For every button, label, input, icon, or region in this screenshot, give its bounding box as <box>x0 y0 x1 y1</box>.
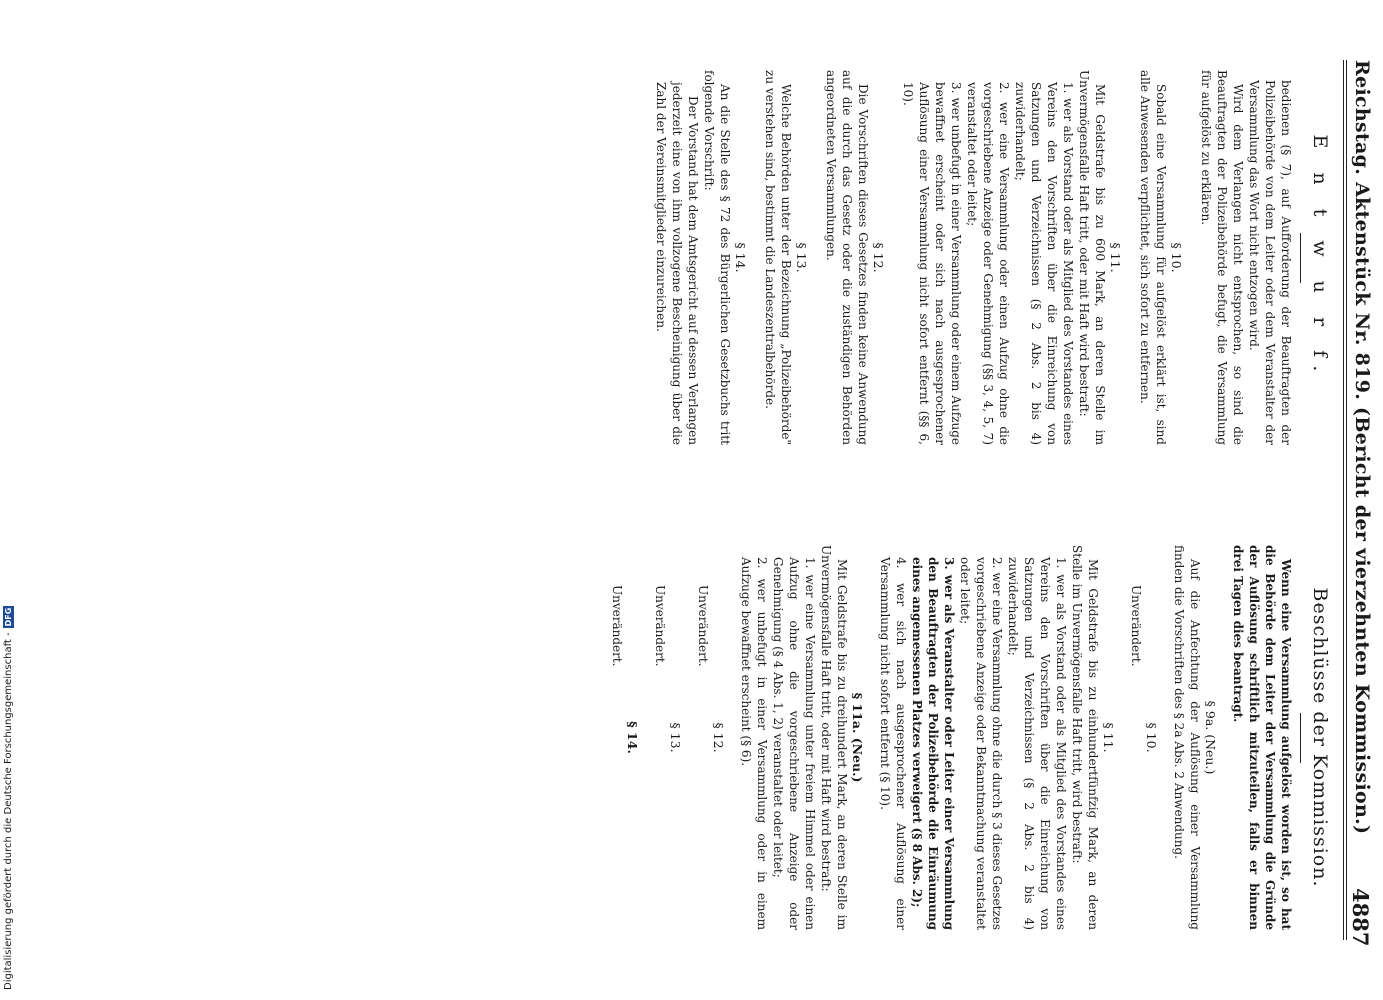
title-rule <box>1300 233 1301 283</box>
section-heading: § 11. <box>1101 722 1116 753</box>
list-item: 3. wer unbefugt in einer Versammlung oder einem Aufzuge bewaffnet erscheint oder sich nach ausgesprochener Auflösung einer Versammlung nicht sofort entfernt (§§ 6, 10). <box>901 82 963 445</box>
paragraph: Die Vorschriften dieses Gesetzes finden keine Anwendung auf die durch das Gesetz oder die zuständigen Behörden angeordneten Versammlungen. <box>824 70 870 445</box>
section-heading: § 13. <box>794 242 809 273</box>
header-rule-double <box>1343 60 1344 940</box>
header-rule <box>1346 60 1347 940</box>
column-title: E n t w u r f. <box>1309 134 1331 381</box>
list-item: 2. wer eine Versammlung ohne die durch § 3 dieses Gesetzes vorgeschriebene Anzeige oder Bekanntmachung veranstaltet oder leitet; <box>958 557 1004 930</box>
paragraph: Mit Geldstrafe bis zu 600 Mark, an deren Stelle im Unvermögensfalle Haft tritt, oder mit Haft wird bestraft: <box>1077 70 1107 445</box>
section-heading: § 13. <box>668 722 683 753</box>
page-number: 4887 <box>1348 888 1373 947</box>
paragraph: Sobald eine Versammlung für aufgelöst erklärt ist, sind alle Anwesenden verpflichtet, sich sofort zu entfernen. <box>1138 70 1168 445</box>
list-item: 1. wer eine Versammlung unter freiem Himmel oder einen Aufzug ohne die vorgeschriebene Anzeige oder Genehmigung (§ 4 Abs. 1, 2) veranstaltet oder leitet; <box>771 557 817 930</box>
paragraph: bedienen (§ 7), auf Aufforderung der Beauftragten der Polizeibehörde von dem Leiter oder dem Veranstalter der Versammlung das Wort nicht entzogen wird. <box>1247 80 1293 445</box>
list-item: 3. wer als Veranstalter oder Leiter einer Versammlung den Beauftragten der Polizeibehörde die Einräumung eines angemessenen Platzes verweigert (§ 8 Abs. 2); <box>910 557 956 930</box>
column-entwurf <box>653 70 1331 445</box>
list-item: 2. wer eine Versammlung oder einen Aufzug ohne die vorgeschriebene Anzeige oder Genehmigung (§§ 3, 4, 5, 7) veranstaltet oder leitet; <box>965 82 1011 445</box>
column-title: Beschlüsse der Kommission. <box>1309 587 1331 888</box>
unchanged-note: Unverändert. <box>1129 585 1143 667</box>
section-heading: § 12. <box>871 242 886 273</box>
paragraph: An die Stelle des § 72 des Bürgerlichen Gesetzbuchs tritt folgende Vorschrift: <box>702 70 732 445</box>
column-beschluesse <box>609 545 1331 930</box>
dfg-logo: DFG <box>4 607 13 627</box>
section-heading: § 10. <box>1169 242 1184 273</box>
digitization-sidebar <box>0 0 24 1000</box>
paragraph: Wird dem Verlangen nicht entsprochen, so sind die Beauftragten der Polizeibehörde befugt, die Versammlung für aufgelöst zu erklären. <box>1199 70 1245 445</box>
paragraph: Mit Geldstrafe bis zu dreihundert Mark, an deren Stelle im Unvermögensfalle Haft tritt, oder mit Haft wird bestraft: <box>819 545 849 930</box>
credit-text: Digitalisierung gefördert durch die Deutsche Forschungsgemeinschaft - <box>3 632 14 990</box>
list-item: 1. wer als Vorstand oder als Mitglied des Vorstandes eines Vereins den Vorschriften über die Einreichung von Satzungen und Verzeichnissen (§ 2 Abs. 2 bis 4) zuwiderhandelt; <box>1006 557 1068 930</box>
section-heading: § 9a. (Neu.) <box>1203 700 1218 775</box>
page-header: Reichstag. Aktenstück Nr. 819. (Bericht der vierzehnten Kommission.) <box>1351 60 1373 835</box>
section-heading: § 12. <box>711 722 726 753</box>
quoted-provision: Der Vorstand hat dem Amtsgericht auf dessen Verlangen jederzeit eine von ihm vollzogene Bescheinigung über die Zahl der Vereinsmitglieder einzureichen. <box>654 82 700 445</box>
unchanged-note: Unverändert. <box>653 585 667 667</box>
unchanged-note: Unverändert. <box>610 585 624 667</box>
paragraph: Auf die Anfechtung der Auflösung einer Versammlung finden die Vorschriften des § 2a Abs. 2 Anwendung. <box>1172 545 1202 930</box>
section-heading: § 11. <box>1108 242 1123 273</box>
section-heading: § 14. <box>625 721 640 754</box>
title-rule <box>1300 713 1301 763</box>
digitization-credit <box>3 10 14 990</box>
list-item: 4. wer sich nach ausgesprochener Auflösung einer Versammlung nicht sofort entfernt (§ 10). <box>878 557 908 930</box>
unchanged-note: Unverändert. <box>696 585 710 667</box>
paragraph-new: Wenn eine Versammlung aufgelöst worden ist, so hat die Behörde dem Leiter der Versammlung die Gründe der Auflösung schriftlich mitzuteilen, falls er binnen drei Tagen dies beantragt. <box>1231 545 1293 930</box>
section-heading: § 10. <box>1144 722 1159 753</box>
paragraph: Mit Geldstrafe bis zu einhundertfünfzig Mark, an deren Stelle im Unvermögensfalle Haft tritt, wird bestraft: <box>1070 545 1100 930</box>
section-heading: § 11a. (Neu.) <box>850 692 865 783</box>
section-heading: § 14. <box>733 242 748 273</box>
paragraph: Welche Behörden unter der Bezeichnung „Polizeibehörde" zu verstehen sind, bestimmt die Landeszentralbehörde. <box>763 70 793 445</box>
list-item: 2. wer unbefugt in einer Versammlung oder in einem Aufzuge bewaffnet erscheint (§ 6). <box>739 557 769 930</box>
list-item: 1. wer als Vorstand oder als Mitglied des Vorstandes eines Vereins den Vorschriften über die Einreichung von Satzungen und Verzeichnissen (§ 2 Abs. 2 bis 4) zuwiderhandelt; <box>1013 82 1075 445</box>
